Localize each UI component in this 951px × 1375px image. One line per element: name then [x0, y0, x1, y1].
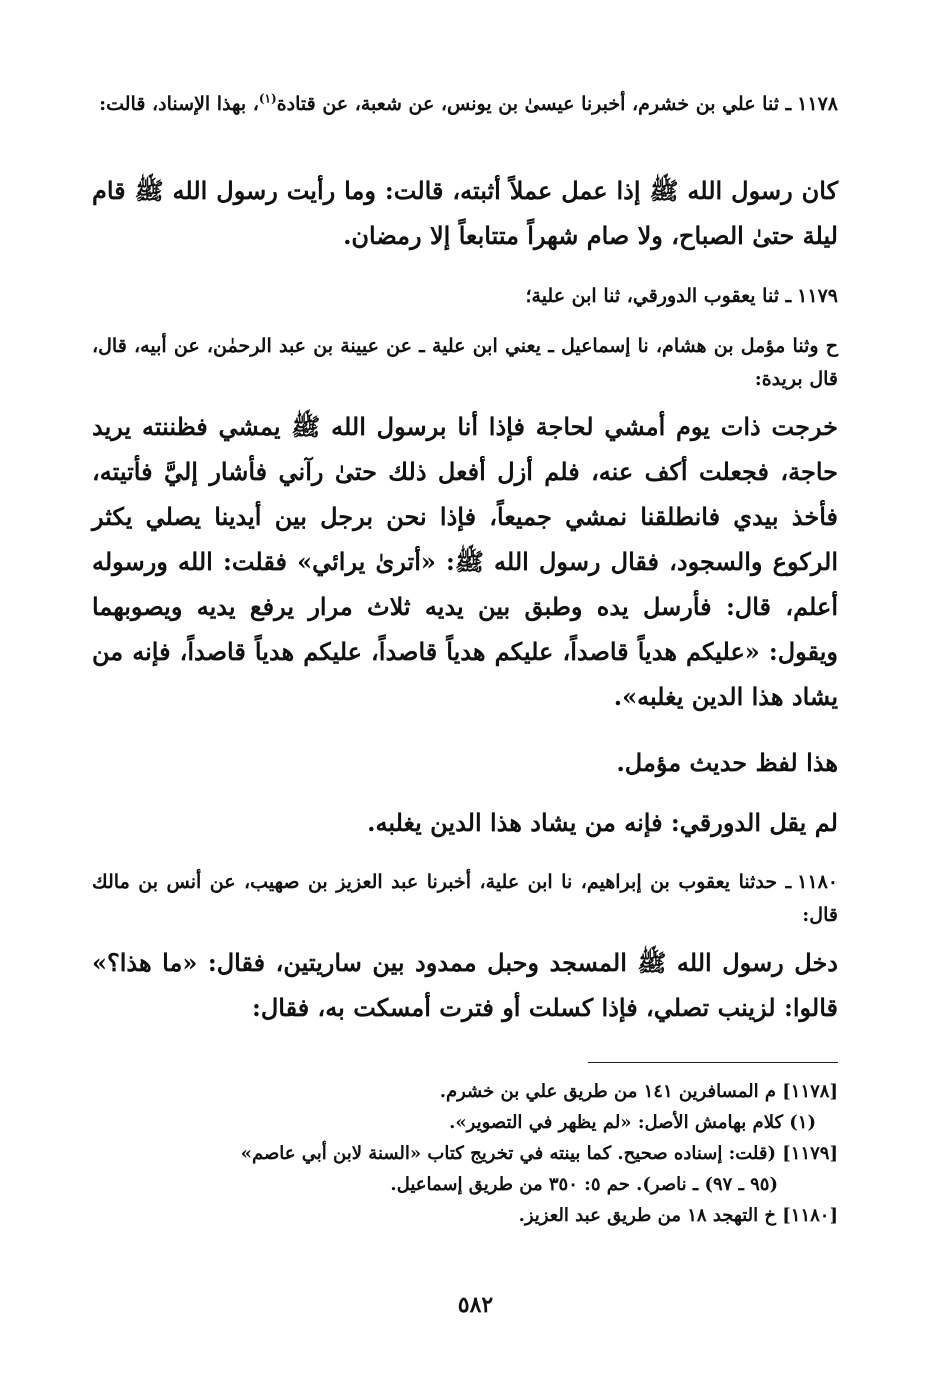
- hadith-1179-isnad-second-chain: ح وثنا مؤمل بن هشام، نا إسماعيل ـ يعني ابن علية ـ عن عيينة بن عبد الرحمٰن، عن أبيه، قال، قال بريدة:: [92, 335, 838, 390]
- footnote-marker[interactable]: (١): [258, 91, 277, 106]
- hadith-number: ١١٧٨: [797, 93, 838, 115]
- footnote-divider: [588, 1062, 838, 1063]
- footnote-1: (١) كلام بهامش الأصل: «لم يظهر في التصوير».: [449, 1112, 816, 1133]
- hadith-1179-comment-1: هذا لفظ حديث مؤمل.: [616, 748, 838, 777]
- footnote-1179-line-2: (٩٥ ـ ٩٧) ـ ناصر). حم ٥: ٣٥٠ من طريق إسماعيل.: [390, 1174, 778, 1195]
- hadith-1180-matn: دخل رسول الله ﷺ المسجد وحبل ممدود بين ساريتين، فقال: «ما هذا؟» قالوا: لزينب تصلي، فإذا كسلت أو فترت أمسكت به، فقال:: [92, 948, 838, 1022]
- isnad-text: ـ ثنا يعقوب الدورقي، ثنا ابن علية؛: [525, 285, 792, 307]
- hadith-1179-isnad: [92, 280, 838, 313]
- footnote-1179-line-1: [١١٧٩] (قلت: إسناده صحيح. كما بينته في تخريج كتاب «السنة لابن أبي عاصم»: [240, 1143, 838, 1164]
- footnote-1178: [١١٧٨] م المسافرين ١٤١ من طريق علي بن خشرم.: [439, 1081, 838, 1102]
- hadith-1179-comment-2: لم يقل الدورقي: فإنه من يشاد هذا الدين يغلبه.: [367, 808, 838, 837]
- hadith-number: ١١٧٩: [797, 285, 838, 307]
- hadith-1178-isnad: [92, 88, 838, 121]
- hadith-1179-matn: خرجت ذات يوم أمشي لحاجة فإذا أنا برسول الله ﷺ يمشي فظننته يريد حاجة، فجعلت أكف عنه، فلم أزل أفعل ذلك حتىٰ رآني فأشار إليَّ فأتيته، فأخذ بيدي فانطلقنا نمشي جميعاً، فإذا نحن برجل بين أيدينا يصلي يكثر الركوع والسجود، فقال رسول الله ﷺ: «أترىٰ يرائي» فقلت: الله ورسوله أعلم، قال: فأرسل يده وطبق بين يديه ثلاث مرار يرفع يديه ويصوبهما ويقول: «عليكم هدياً قاصداً، عليكم هدياً قاصداً، عليكم هدياً قاصداً، فإنه من يشاد هذا الدين يغلبه».: [92, 412, 839, 711]
- hadith-number: ١١٨٠: [797, 871, 838, 893]
- isnad-text-end: ، بهذا الإسناد، قالت:: [99, 93, 259, 115]
- page-number: ٥٨٢: [457, 1292, 494, 1318]
- footnote-1180: [١١٨٠] خ التهجد ١٨ من طريق عبد العزيز.: [518, 1205, 838, 1226]
- isnad-text: ـ حدثنا يعقوب بن إبراهيم، نا ابن علية، أخبرنا عبد العزيز بن صهيب، عن أنس بن مالك قال:: [92, 871, 838, 926]
- isnad-text: ـ ثنا علي بن خشرم، أخبرنا عيسىٰ بن يونس، عن شعبة، عن قتادة: [276, 93, 792, 115]
- hadith-1178-matn: كان رسول الله ﷺ إذا عمل عملاً أثبته، قالت: وما رأيت رسول الله ﷺ قام ليلة حتىٰ الصباح، ولا صام شهراً متتابعاً إلا رمضان.: [92, 176, 838, 250]
- footnotes: [92, 1076, 838, 1231]
- hadith-1180-isnad: [92, 866, 838, 932]
